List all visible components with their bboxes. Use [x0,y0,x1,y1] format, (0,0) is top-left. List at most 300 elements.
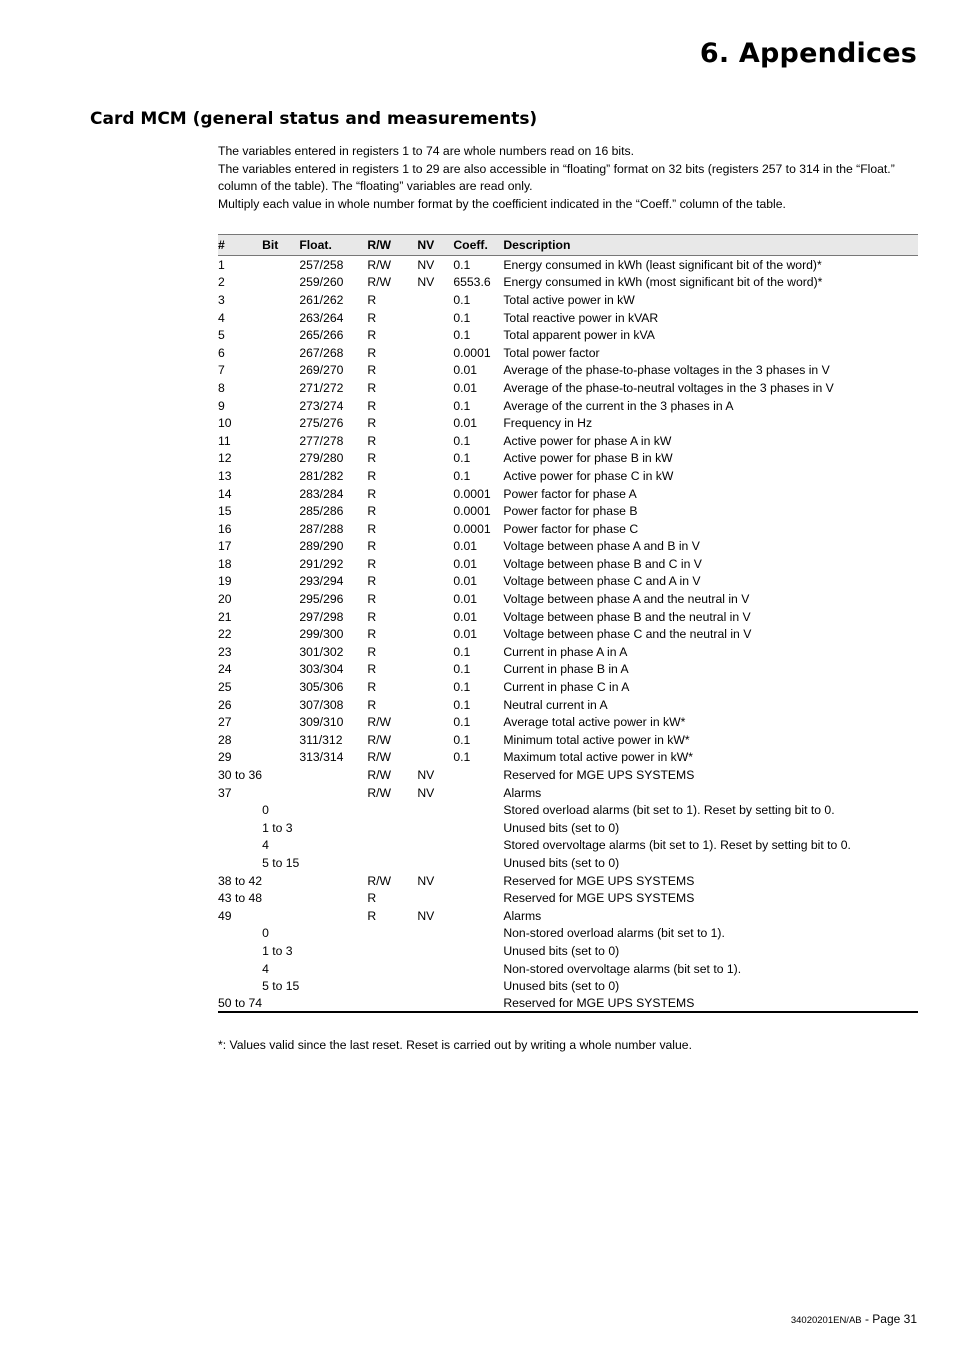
column-header-coeff: Coeff. [453,235,503,256]
cell-bit: 4 [262,961,269,976]
cell-rw: R [367,627,377,642]
cell-float: 261/262 [299,292,344,307]
cell-number: 25 [218,680,232,695]
cell-float: 297/298 [299,609,344,624]
cell-nv [417,801,453,819]
cell-coeff [453,801,503,819]
table-row [218,696,918,714]
cell-description: Non-stored overload alarms (bit set to 1). [503,926,725,941]
cell-nv: NV [417,785,435,800]
cell-bit [262,256,299,274]
table-row [218,907,918,925]
cell-float [299,960,367,978]
chapter-title: 6. Appendices [699,38,917,69]
cell-description: Stored overload alarms (bit set to 1). Reset by setting bit to 0. [503,803,835,818]
cell-rw [367,942,417,960]
cell-float [299,854,367,872]
cell-rw: R [367,574,377,589]
cell-rw: R [367,363,377,378]
cell-description: Reserved for MGE UPS SYSTEMS [503,891,695,906]
table-row [218,309,918,327]
cell-bit: 5 to 15 [262,855,300,870]
cell-number: 22 [218,627,232,642]
cell-number [218,925,262,943]
cell-bit [262,731,299,749]
cell-float: 265/266 [299,328,344,343]
cell-description: Current in phase A in A [503,644,628,659]
cell-rw [367,925,417,943]
intro-text [218,143,908,214]
cell-coeff [453,942,503,960]
cell-number: 10 [218,416,232,431]
column-header-bit: Bit [262,235,299,256]
cell-description: Voltage between phase A and B in V [503,539,700,554]
cell-coeff: 0.0001 [453,504,491,519]
cell-description: Average of the current in the 3 phases in A [503,398,734,413]
cell-rw: R [367,504,377,519]
table-row [218,485,918,503]
cell-description: Active power for phase A in kW [503,433,672,448]
cell-number: 20 [218,592,232,607]
cell-nv [417,995,453,1013]
cell-rw: R/W [367,715,392,730]
cell-float: 311/312 [299,732,343,747]
cell-bit: 5 to 15 [262,979,300,994]
cell-rw: R/W [367,257,392,272]
cell-float: 283/284 [299,486,344,501]
cell-bit [262,590,299,608]
page-footer [791,1312,917,1326]
cell-rw: R [367,416,377,431]
cell-number: 38 to 42 [218,873,263,888]
cell-nv [417,925,453,943]
cell-rw: R [367,592,377,607]
cell-float: 259/260 [299,275,344,290]
cell-description: Voltage between phase B and C in V [503,556,702,571]
table-row [218,819,918,837]
cell-description: Current in phase B in A [503,662,629,677]
table-row [218,625,918,643]
cell-nv [417,502,453,520]
cell-description: Average of the phase-to-neutral voltages in the 3 phases in V [503,380,834,395]
cell-description: Voltage between phase B and the neutral in V [503,609,751,624]
section-title: Card MCM (general status and measurements) [90,109,538,129]
cell-coeff: 6553.6 [453,275,491,290]
cell-nv [417,467,453,485]
page-number: - Page 31 [861,1312,917,1326]
cell-bit [262,467,299,485]
cell-coeff [453,872,503,890]
cell-description: Alarms [503,785,542,800]
cell-description: Frequency in Hz [503,416,593,431]
cell-description: Maximum total active power in kW* [503,750,693,765]
cell-coeff: 0.1 [453,732,471,747]
cell-number [218,942,262,960]
cell-bit [262,538,299,556]
cell-rw: R [367,644,377,659]
cell-nv [417,555,453,573]
cell-description: Reserved for MGE UPS SYSTEMS [503,995,918,1013]
cell-nv: NV [417,257,435,272]
cell-nv: NV [417,275,435,290]
table-row [218,326,918,344]
cell-description: Alarms [503,908,542,923]
cell-coeff [453,977,503,995]
cell-coeff [453,907,503,925]
cell-nv [417,977,453,995]
cell-float: 291/292 [299,556,344,571]
cell-float: 303/304 [299,662,344,677]
cell-nv [417,608,453,626]
cell-coeff: 0.1 [453,433,471,448]
cell-coeff [453,766,503,784]
table-row [218,450,918,468]
cell-nv [417,414,453,432]
cell-float [299,889,367,907]
cell-bit [262,485,299,503]
cell-float: 277/278 [299,433,344,448]
cell-float: 293/294 [299,574,344,589]
column-header-nv: NV [417,235,453,256]
cell-rw: R/W [367,750,392,765]
cell-float: 313/314 [299,750,344,765]
cell-number: 27 [218,715,232,730]
cell-coeff [453,784,503,802]
cell-coeff: 0.01 [453,592,478,607]
cell-float: 271/272 [299,380,344,395]
table-row [218,502,918,520]
table-row [218,942,918,960]
table-row [218,854,918,872]
cell-bit [262,872,299,890]
table-row [218,661,918,679]
cell-number: 49 [218,908,232,923]
cell-number: 13 [218,468,232,483]
cell-rw: R [367,451,377,466]
cell-number: 8 [218,380,225,395]
cell-nv [417,309,453,327]
cell-bit [262,661,299,679]
cell-description: Minimum total active power in kW* [503,732,690,747]
column-header-number: # [218,235,262,256]
cell-rw: R [367,398,377,413]
cell-float: 279/280 [299,451,344,466]
table-row [218,274,918,292]
column-header-rw: R/W [367,235,417,256]
cell-nv [417,731,453,749]
table-row [218,590,918,608]
cell-bit [262,696,299,714]
cell-bit [262,450,299,468]
cell-bit [262,766,299,784]
cell-float: 309/310 [299,715,344,730]
cell-coeff: 0.01 [453,539,478,554]
cell-nv [417,326,453,344]
cell-float: 287/288 [299,521,344,536]
cell-coeff: 0.1 [453,750,471,765]
cell-bit: 0 [262,926,269,941]
table-row [218,766,918,784]
cell-number [218,801,262,819]
cell-number: 24 [218,662,232,677]
cell-bit [262,344,299,362]
cell-description: Average total active power in kW* [503,715,686,730]
cell-nv [417,889,453,907]
cell-nv [417,291,453,309]
table-row [218,291,918,309]
cell-float: 305/306 [299,680,344,695]
cell-rw: R [367,891,377,906]
cell-rw [367,995,417,1013]
cell-bit: 1 to 3 [262,943,293,958]
cell-coeff: 0.0001 [453,345,491,360]
cell-number: 4 [218,310,225,325]
table-row [218,925,918,943]
cell-coeff: 0.1 [453,697,471,712]
cell-bit: 1 to 3 [262,820,293,835]
cell-nv [417,538,453,556]
cell-nv [417,837,453,855]
cell-nv [417,379,453,397]
cell-float: 273/274 [299,398,344,413]
cell-rw: R [367,521,377,536]
table-row [218,379,918,397]
cell-rw: R/W [367,873,392,888]
table-row [218,837,918,855]
intro-paragraph: The variables entered in registers 1 to 74 are whole numbers read on 16 bits. [218,144,634,158]
cell-description: Power factor for phase A [503,486,637,501]
cell-coeff: 0.1 [453,257,471,272]
table-row [218,995,918,1013]
cell-bit [262,573,299,591]
cell-coeff: 0.1 [453,310,471,325]
cell-coeff: 0.1 [453,715,471,730]
cell-rw: R [367,433,377,448]
cell-description: Neutral current in A [503,697,608,712]
cell-coeff [453,925,503,943]
cell-coeff: 0.1 [453,292,471,307]
table-row [218,362,918,380]
cell-bit [262,907,299,925]
cell-number: 28 [218,732,232,747]
cell-rw: R [367,380,377,395]
cell-rw: R/W [367,785,392,800]
cell-number: 19 [218,574,232,589]
cell-number: 3 [218,292,225,307]
cell-float: 299/300 [299,627,344,642]
cell-description: Active power for phase B in kW [503,451,673,466]
table-row [218,397,918,415]
register-table [218,234,918,1013]
cell-nv [417,520,453,538]
cell-rw: R [367,328,377,343]
cell-float [299,995,367,1013]
cell-bit [262,326,299,344]
cell-bit [262,713,299,731]
cell-description: Voltage between phase C and the neutral in V [503,627,752,642]
cell-float: 275/276 [299,416,344,431]
cell-nv [417,643,453,661]
table-row [218,520,918,538]
table-row [218,538,918,556]
intro-paragraph: The variables entered in registers 1 to 29 are also accessible in “floating” format on 32 bits (registers 257 to 314 in the “Float.” column of the table). The “floating” variables are read only. [218,161,895,194]
cell-rw [367,960,417,978]
cell-nv [417,854,453,872]
cell-nv [417,819,453,837]
cell-rw: R [367,680,377,695]
cell-coeff: 0.1 [453,680,471,695]
cell-description: Energy consumed in kWh (least significant bit of the word)* [503,257,822,272]
table-row [218,678,918,696]
table-row [218,977,918,995]
table-row [218,960,918,978]
cell-coeff [453,819,503,837]
cell-coeff: 0.1 [453,328,471,343]
cell-float [299,942,367,960]
cell-bit [262,291,299,309]
cell-bit [262,643,299,661]
cell-nv [417,432,453,450]
cell-nv: NV [417,873,435,888]
cell-bit [262,414,299,432]
cell-bit [262,502,299,520]
cell-rw [367,837,417,855]
table-row [218,344,918,362]
cell-float [299,925,367,943]
cell-bit [262,555,299,573]
cell-number: 9 [218,398,225,413]
cell-description: Total active power in kW [503,292,635,307]
cell-number [218,960,262,978]
cell-description: Power factor for phase C [503,521,639,536]
cell-coeff: 0.1 [453,451,471,466]
cell-number: 12 [218,451,232,466]
table-row [218,432,918,450]
table-row [218,256,918,274]
cell-coeff: 0.01 [453,627,478,642]
cell-description: Current in phase C in A [503,680,630,695]
cell-rw: R [367,662,377,677]
cell-nv [417,749,453,767]
cell-nv [417,696,453,714]
cell-coeff: 0.0001 [453,486,491,501]
cell-float: 267/268 [299,345,344,360]
cell-description: Stored overvoltage alarms (bit set to 1). Reset by setting bit to 0. [503,838,851,853]
cell-float: 263/264 [299,310,344,325]
cell-number: 6 [218,345,225,360]
cell-float: 257/258 [299,257,344,272]
cell-nv [417,590,453,608]
table-header-row [218,235,918,256]
cell-nv [417,450,453,468]
cell-rw: R [367,609,377,624]
cell-description: Total reactive power in kVAR [503,310,659,325]
cell-description: Unused bits (set to 0) [503,943,620,958]
cell-coeff: 0.01 [453,574,478,589]
cell-number: 16 [218,521,232,536]
cell-coeff [453,995,503,1013]
cell-coeff [453,854,503,872]
cell-rw: R [367,697,377,712]
cell-rw: R [367,345,377,360]
cell-bit [262,608,299,626]
cell-number: 11 [218,433,231,448]
cell-coeff: 0.01 [453,380,478,395]
cell-nv: NV [417,908,435,923]
cell-bit [262,309,299,327]
cell-coeff: 0.1 [453,398,471,413]
cell-bit: 4 [262,838,269,853]
cell-bit [262,362,299,380]
cell-number: 1 [218,257,225,272]
document-reference: 34020201EN/AB [790,1315,862,1326]
footnote: *: Values valid since the last reset. Reset is carried out by writing a whole number value. [218,1038,692,1052]
cell-nv [417,960,453,978]
table-row [218,784,918,802]
cell-nv [417,362,453,380]
cell-bit [262,889,299,907]
cell-description: Unused bits (set to 0) [503,979,620,994]
cell-number: 14 [218,486,232,501]
cell-number: 15 [218,504,232,519]
cell-bit: 0 [262,803,269,818]
cell-nv [417,661,453,679]
cell-float [299,784,367,802]
cell-rw: R [367,539,377,554]
cell-description: Voltage between phase A and the neutral in V [503,592,750,607]
cell-description: Total power factor [503,345,600,360]
cell-bit [262,784,299,802]
cell-rw: R/W [367,768,392,783]
cell-number: 37 [218,785,232,800]
cell-description: Unused bits (set to 0) [503,820,620,835]
cell-number: 23 [218,644,232,659]
cell-rw: R [367,486,377,501]
cell-bit [262,520,299,538]
cell-coeff [453,960,503,978]
column-header-float: Float. [299,235,367,256]
cell-float [299,819,367,837]
table-row [218,643,918,661]
cell-nv [417,942,453,960]
cell-number: 18 [218,556,232,571]
cell-float: 295/296 [299,592,344,607]
table-row [218,573,918,591]
intro-paragraph: Multiply each value in whole number format by the coefficient indicated in the “Coeff.” column of the table. [218,197,786,212]
cell-bit [262,995,299,1013]
table-row [218,749,918,767]
cell-number [218,837,262,855]
cell-rw: R/W [367,732,392,747]
cell-coeff [453,837,503,855]
cell-description: Reserved for MGE UPS SYSTEMS [503,768,695,783]
table-row [218,414,918,432]
cell-nv: NV [417,768,435,783]
cell-coeff: 0.1 [453,468,471,483]
cell-float: 301/302 [299,644,344,659]
cell-nv [417,573,453,591]
cell-rw [367,819,417,837]
cell-number [218,977,262,995]
table-row [218,608,918,626]
cell-nv [417,344,453,362]
cell-bit [262,749,299,767]
cell-number: 7 [218,363,225,378]
cell-number: 26 [218,697,232,712]
cell-number: 17 [218,539,232,554]
table-body [218,256,918,1013]
cell-float [299,907,367,925]
